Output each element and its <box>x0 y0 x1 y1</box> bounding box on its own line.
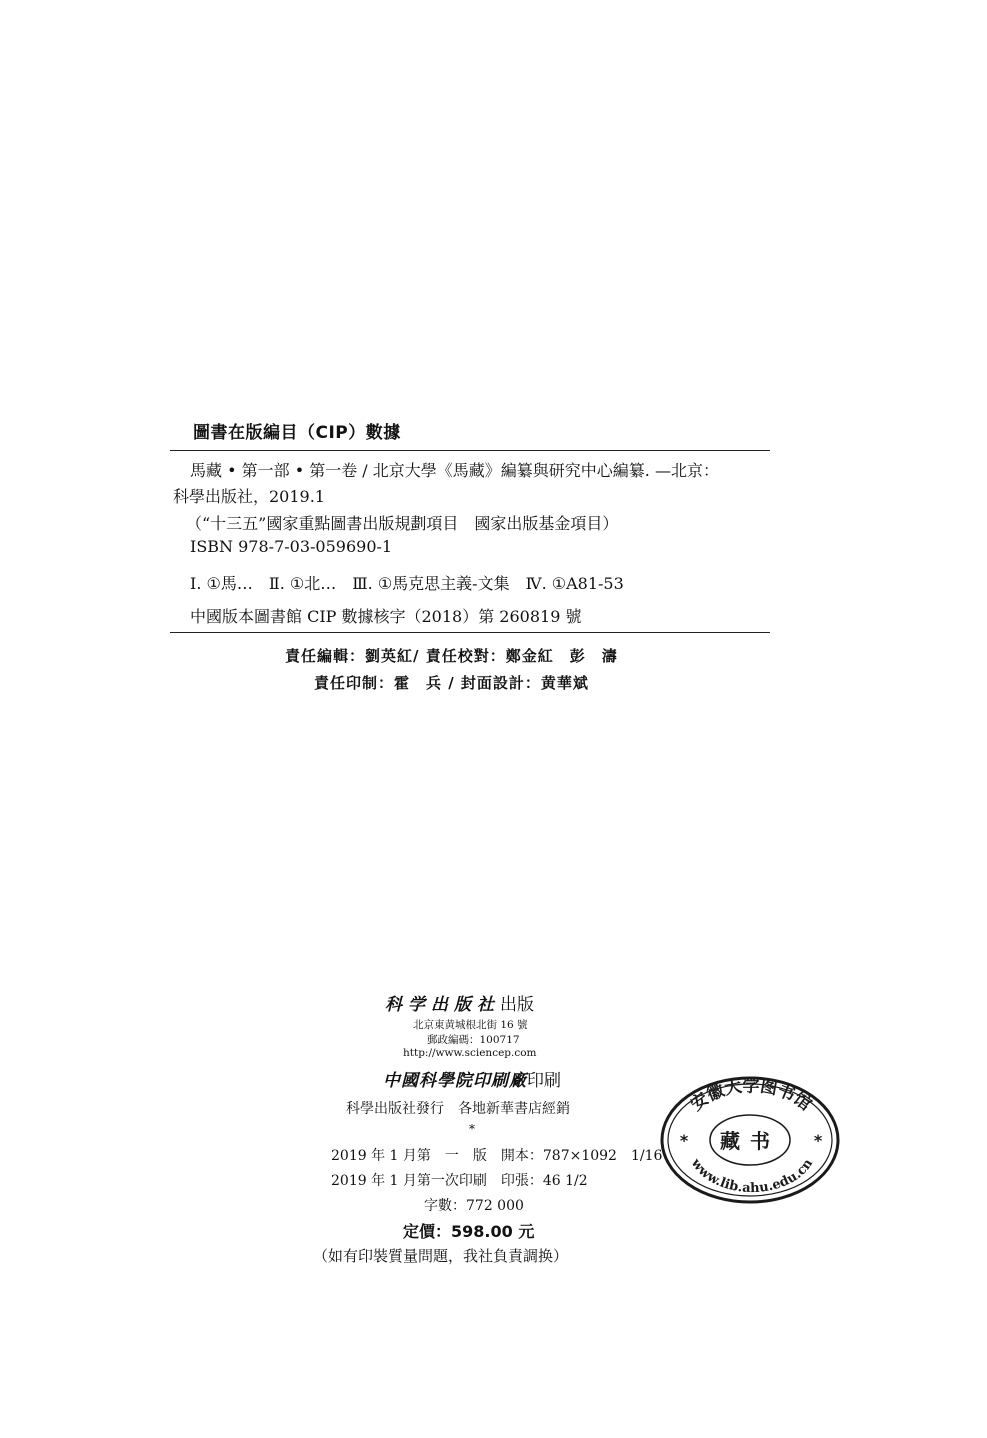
distribution: 科學出版社發行 各地新華書店經銷 <box>346 1101 570 1117</box>
publisher-suffix: 出版 <box>500 995 534 1015</box>
cip-line-3: （“十三五”國家重點圖書出版規劃項目 國家出版基金項目） <box>186 514 619 533</box>
cip-bottom-rule <box>170 632 770 633</box>
stamp-bottom-text: www.lib.ahu.edu.cn <box>687 1156 817 1197</box>
library-stamp-svg <box>658 1074 840 1206</box>
printer-line <box>383 1066 561 1091</box>
publisher-postcode: 郵政編碼：100717 <box>427 1034 520 1046</box>
staff-line-1: 責任編輯：劉英紅/ 責任校對：鄭金紅 彭 濤 <box>285 647 618 665</box>
staff-line-2: 責任印制：霍 兵 / 封面設計：黄華斌 <box>314 674 589 692</box>
stamp-center-text: 藏书 <box>720 1129 780 1153</box>
svg-text:www.lib.ahu.edu.cn <box>687 1155 816 1196</box>
stamp-star-left: * <box>679 1131 689 1150</box>
publisher-address: 北京東黄城根北街 16 號 <box>413 1019 528 1031</box>
cip-classification: Ⅰ. ①馬… Ⅱ. ①北… Ⅲ. ①馬克思主義-文集 Ⅳ. ①A81-53 <box>190 574 624 593</box>
cip-top-rule <box>170 450 770 451</box>
svg-text:安徽大学图书馆 <box>686 1075 815 1115</box>
library-stamp <box>658 1074 840 1206</box>
cip-isbn: ISBN 978-7-03-059690-1 <box>190 537 393 556</box>
publisher-url: http://www.sciencep.com <box>403 1047 537 1059</box>
notice: （如有印裝質量問題，我社負責調换） <box>313 1247 569 1265</box>
printer-suffix: 印刷 <box>527 1071 561 1091</box>
cip-number: 中國版本圖書館 CIP 數據核字（2018）第 260819 號 <box>190 607 582 626</box>
edition-line-1: 2019 年 1 月第 一 版 開本：787×1092 1/16 <box>331 1148 663 1164</box>
stamp-star-right: * <box>813 1131 823 1150</box>
edition-line-2: 2019 年 1 月第一次印刷 印張：46 1/2 <box>331 1173 588 1189</box>
printer-name: 中國科學院印刷廠 <box>383 1071 527 1091</box>
stamp-top-text: 安徽大学图书馆 <box>687 1076 815 1116</box>
cip-title: 圖書在版編目（CIP）數據 <box>193 423 401 443</box>
separator-asterisk: * <box>469 1122 475 1136</box>
cip-line-1: 馬藏 • 第一部 • 第一卷 / 北京大學《馬藏》編纂與研究中心編纂. —北京： <box>190 461 719 480</box>
word-count: 字數：772 000 <box>424 1198 524 1214</box>
publisher-line <box>385 990 534 1015</box>
price: 定價：598.00 元 <box>403 1222 535 1241</box>
publisher-name: 科学出版社 <box>385 995 500 1015</box>
cip-line-2: 科學出版社，2019.1 <box>173 487 325 506</box>
